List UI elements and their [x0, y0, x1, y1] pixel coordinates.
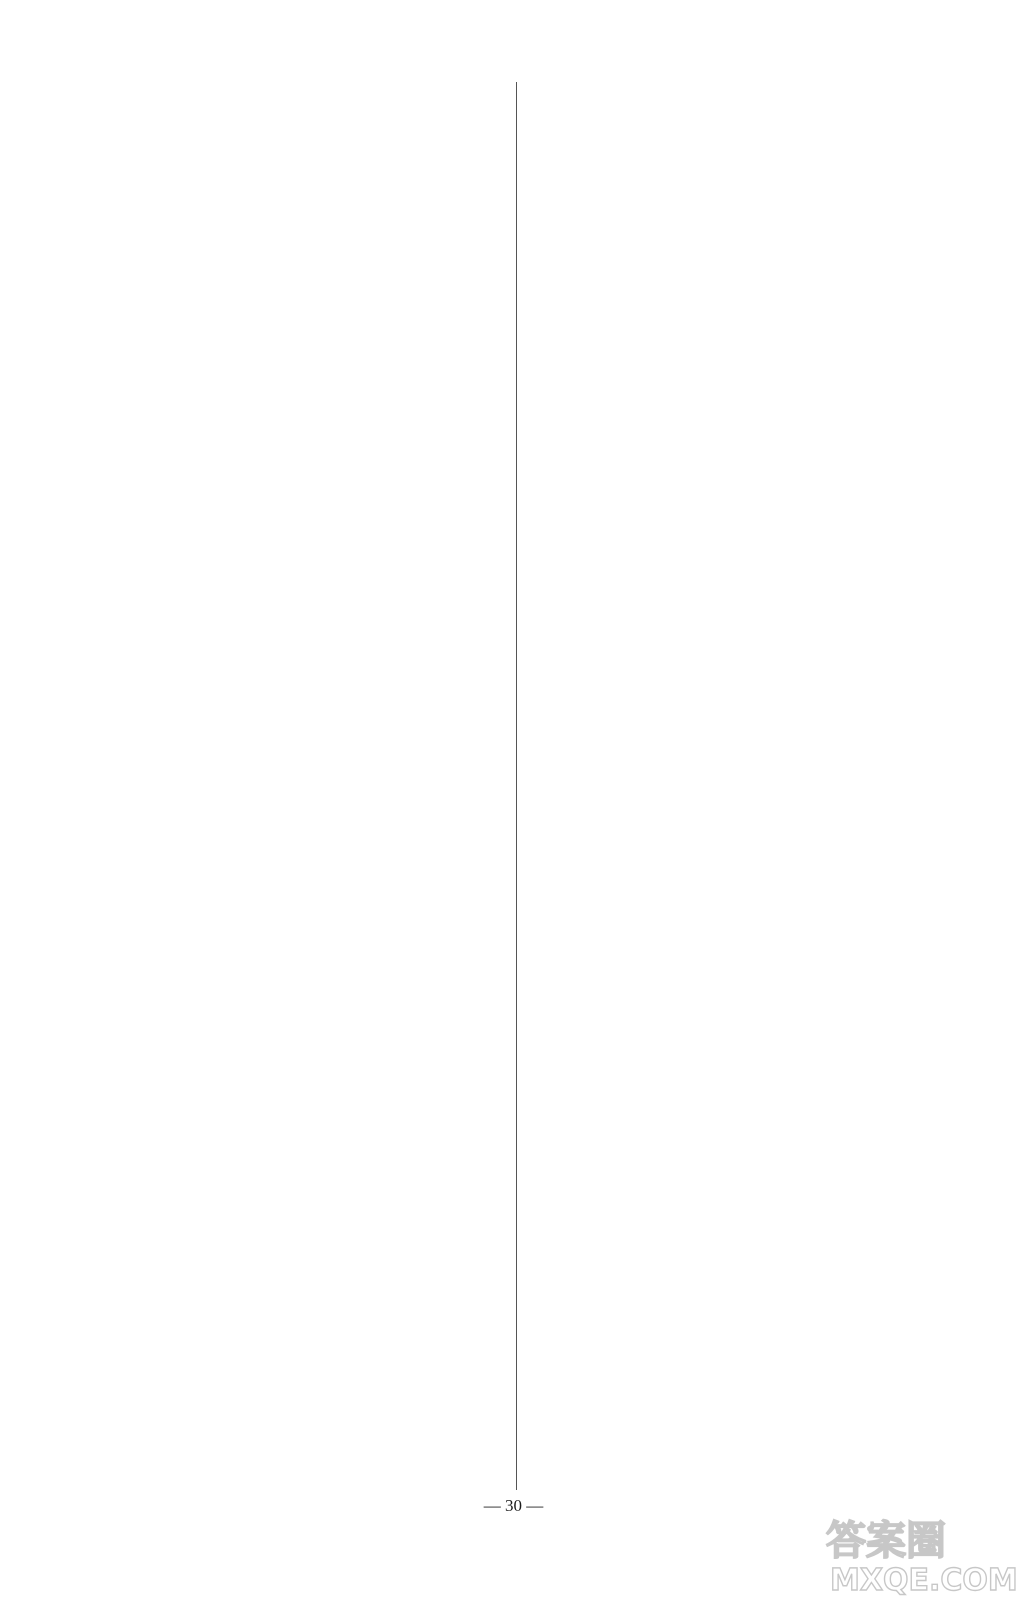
svg-text:答案圈: 答案圈 [826, 1518, 946, 1564]
watermark-logo [820, 1508, 1020, 1596]
column-divider [516, 82, 517, 1490]
svg-text:MXQE.COM: MXQE.COM [830, 1563, 1018, 1596]
page-number: — 30 — [483, 1496, 544, 1515]
